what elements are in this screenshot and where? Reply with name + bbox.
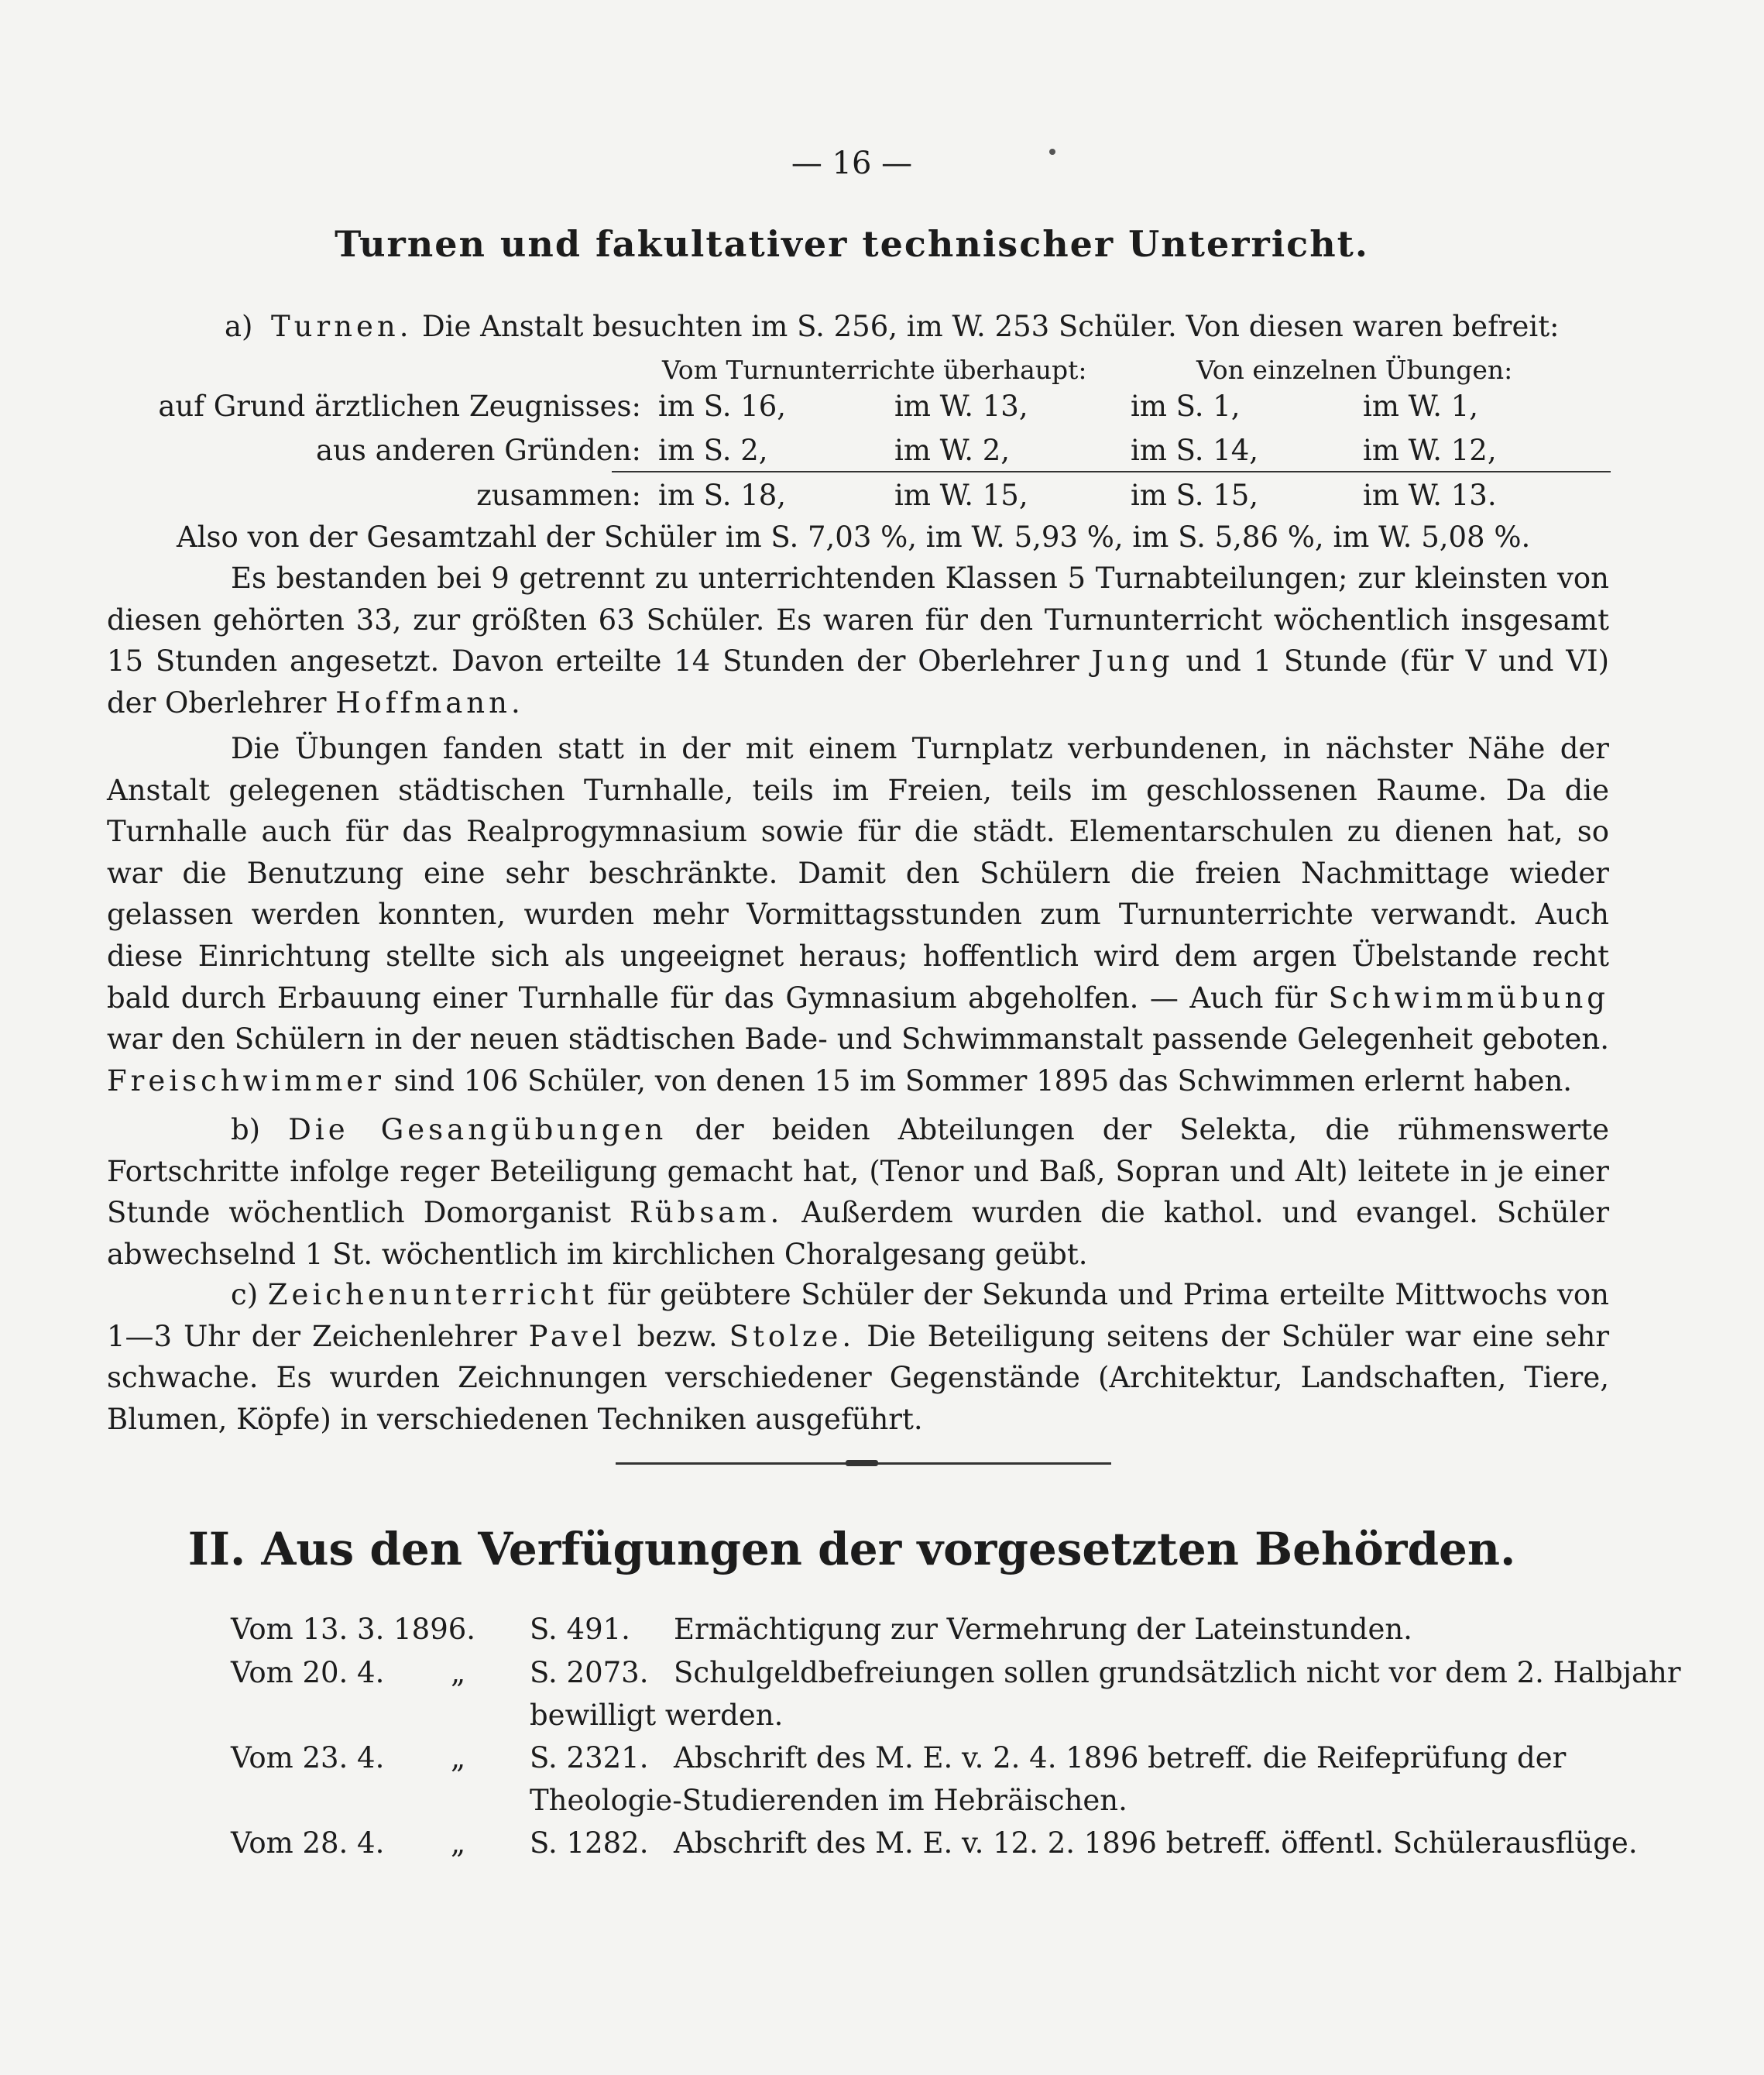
row-cell: im W. 15,: [894, 479, 1028, 512]
row-cell: im S. 15,: [1131, 479, 1259, 512]
paragraph-text: war den Schülern in der neuen städtischen Bade- und Schwimmanstalt passende Gelegenheit geboten.: [107, 1022, 1609, 1056]
spaced-term: Freischwimmer: [107, 1063, 385, 1098]
row-cell: im W. 13.: [1363, 479, 1497, 512]
ditto-mark: „: [451, 1826, 466, 1860]
row-cell: im S. 14,: [1131, 434, 1259, 467]
spaced-term: Zeichenunterricht: [267, 1278, 598, 1311]
decree-text: Ermächtigung zur Vermehrung der Lateinstunden.: [674, 1613, 1412, 1646]
spaced-term: Die Gesangübungen: [288, 1113, 668, 1146]
intro-word: Turnen.: [271, 310, 413, 343]
decree-date: Vom 28. 4.: [231, 1826, 385, 1860]
decree-ref: S. 2073.: [530, 1656, 649, 1689]
paragraph-text: der beiden Abteilungen der Selekta, die rühmenswerte Fortschritte infolge reger Beteiligung gemacht hat, (Tenor und Baß, Sopran und Alt) leitete in je einer Stunde wöchentlich Domorganist: [107, 1113, 1609, 1230]
speck-mark: [1049, 149, 1055, 155]
row-cell: im S. 1,: [1131, 390, 1241, 423]
decree-text-cont: Theologie-Studierenden im Hebräischen.: [530, 1784, 1127, 1817]
row-label: aus anderen Gründen:: [315, 434, 641, 467]
paragraph-text: Die Übungen fanden statt in der mit einem Turnplatz verbundenen, in nächster Nähe der Anstalt gelegenen städtischen Turnhalle, teils im Freien, teils im geschlossenen Raume. Da die Turnhalle auch für das Realprogymnasium sowie für die städt. Elementarschulen zu dienen hat, so war die Benutzung eine sehr beschränkte. Damit den Schülern die freien Nachmittage wieder gelassen werden konnten, wurden mehr Vormittagsstunden zum Turnunterrichte verwandt. Auch diese Einrichtung stellte sich als ungeeignet heraus; hoffentlich wird dem argen Übelstande recht bald durch Erbauung einer Turnhalle für das Gymnasium abgeholfen. — Auch für: [107, 732, 1609, 1015]
paragraph: [107, 1109, 1609, 1275]
spaced-term: Schwimmübung: [1328, 981, 1609, 1015]
paragraph-text: sind 106 Schüler, von denen 15 im Sommer 1895 das Schwimmen erlernt haben.: [393, 1063, 1573, 1098]
paragraph: [107, 558, 1609, 723]
paragraph-text: Die Beteiligung seitens der Schüler war eine sehr schwache. Es wurden Zeichnungen verschiedener Gegenstände (Architektur, Landschaften, Tiere, Blumen, Köpfe) in verschiedenen Techniken ausgeführt.: [107, 1319, 1610, 1436]
percent-line: Also von der Gesamtzahl der Schüler im S. 7,03 %, im W. 5,93 %, im S. 5,86 %, im W. 5,08 %.: [177, 520, 1531, 554]
divider-ornament: [846, 1460, 878, 1466]
ditto-mark: „: [451, 1656, 466, 1689]
section-heading: Turnen und fakultativer technischer Unterricht.: [335, 223, 1369, 265]
item-label: b): [231, 1113, 261, 1146]
paragraph-text: bezw.: [637, 1319, 718, 1353]
ditto-mark: „: [451, 1741, 466, 1774]
decree-ref: S. 2321.: [530, 1741, 649, 1774]
teacher-name: Hoffmann.: [335, 685, 524, 720]
table-header-single: Von einzelnen Übungen:: [1196, 355, 1513, 385]
teacher-name: Stolze.: [729, 1319, 856, 1353]
decree-date: Vom 13. 3. 1896.: [231, 1613, 476, 1646]
row-cell: im S. 2,: [658, 434, 768, 467]
row-label: auf Grund ärztlichen Zeugnisses:: [158, 390, 641, 423]
decree-text: Abschrift des M. E. v. 2. 4. 1896 betreff. die Reifeprüfung der: [674, 1741, 1567, 1774]
teacher-name: Pavel: [528, 1319, 626, 1353]
decree-text: Schulgeldbefreiungen sollen grundsätzlich nicht vor dem 2. Halbjahr: [674, 1656, 1681, 1689]
paragraph: [107, 728, 1609, 1101]
paragraph-text: Es bestanden bei 9 getrennt zu unterrichtenden Klassen 5 Turnabteilungen; zur kleinsten von diesen gehörten 33, zur größten 63 Schüler. Es waren für den Turnunterricht wöchentlich insgesamt 15 Stunden angesetzt. Davon erteilte 14 Stunden der Oberlehrer: [107, 562, 1609, 678]
teacher-name: Rübsam.: [629, 1196, 784, 1230]
row-cell: im W. 1,: [1363, 390, 1479, 423]
row-cell: im W. 12,: [1363, 434, 1497, 467]
item-label: c): [231, 1278, 259, 1311]
page-number: — 16 —: [791, 146, 913, 181]
decree-text-cont: bewilligt werden.: [530, 1699, 784, 1732]
decree-date: Vom 20. 4.: [231, 1656, 385, 1689]
section-heading: II. Aus den Verfügungen der vorgesetzten Behörden.: [187, 1523, 1516, 1575]
decree-date: Vom 23. 4.: [231, 1741, 385, 1774]
row-cell: im W. 13,: [894, 390, 1028, 423]
paragraph-text: Außerdem wurden die kathol. und evangel. Schüler abwechselnd 1 St. wöchentlich im kirchlichen Choralgesang geübt.: [107, 1196, 1610, 1271]
intro-label: a): [225, 310, 253, 343]
paragraph-text: für geübtere Schüler der Sekunda und Prima erteilte Mittwochs von 1—3 Uhr der Zeichenlehrer: [107, 1278, 1610, 1353]
row-cell: im S. 16,: [658, 390, 787, 423]
row-label: zusammen:: [476, 479, 641, 512]
decree-ref: S. 1282.: [530, 1826, 649, 1860]
teacher-name: Jung: [1091, 644, 1174, 678]
decree-ref: S. 491.: [530, 1613, 630, 1646]
row-cell: im W. 2,: [894, 434, 1011, 467]
paragraph-text: und 1 Stunde (für V und VI) der Oberlehrer: [107, 644, 1609, 720]
row-cell: im S. 18,: [658, 479, 787, 512]
table-header-general: Vom Turnunterrichte überhaupt:: [662, 355, 1087, 385]
decree-text: Abschrift des M. E. v. 12. 2. 1896 betreff. öffentl. Schülerausflüge.: [674, 1826, 1638, 1860]
sum-rule: [612, 471, 1611, 472]
intro-text: Die Anstalt besuchten im S. 256, im W. 253 Schüler. Von diesen waren befreit:: [422, 310, 1560, 343]
paragraph: [107, 1274, 1609, 1440]
